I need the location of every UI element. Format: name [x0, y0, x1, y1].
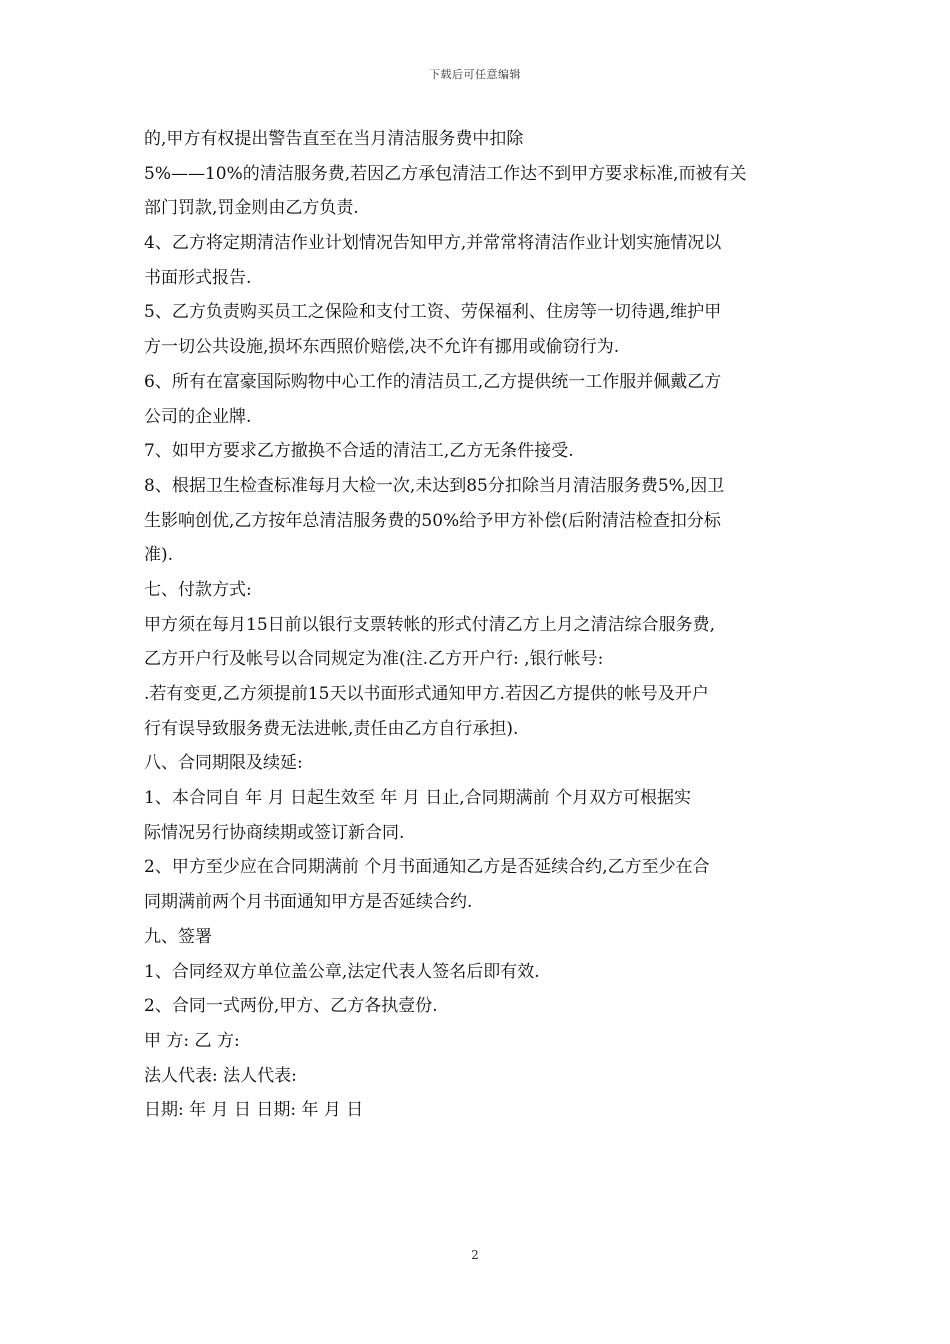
text-line: 的,甲方有权提出警告直至在当月清洁服务费中扣除 — [144, 129, 524, 149]
text-line: 5、乙方负责购买员工之保险和支付工资、劳保福利、住房等一切待遇,维护甲 — [144, 302, 722, 323]
text-line: 公司的企业牌. — [144, 406, 252, 427]
text-line: 行有误导致服务费无法进帐,责任由乙方自行承担). — [144, 718, 519, 739]
text-line: 甲方须在每月15日前以银行支票转帐的形式付清乙方上月之清洁综合服务费, — [144, 614, 716, 635]
page-number: 2 — [471, 1248, 479, 1262]
text-line: 同期满前两个月书面通知甲方是否延续合约. — [144, 892, 473, 913]
text-line: 1、本合同自 年 月 日起生效至 年 月 日止,合同期满前 个月双方可根据实 — [144, 788, 692, 809]
signature-legal-reps: 法人代表: 法人代表: — [144, 1065, 297, 1086]
text-line: 生影响创优,乙方按年总清洁服务费的50%给予甲方补偿(后附清洁检查扣分标 — [144, 510, 721, 531]
section-heading-payment: 七、付款方式: — [144, 579, 252, 600]
text-line: 8、根据卫生检查标准每月大检一次,未达到85分扣除当月清洁服务费5%,因卫 — [144, 475, 725, 496]
text-line: 5%——10%的清洁服务费,若因乙方承包清洁工作达不到甲方要求标准,而被有关 — [144, 163, 747, 184]
signature-parties: 甲 方: 乙 方: — [144, 1030, 240, 1051]
text-line: 7、如甲方要求乙方撤换不合适的清洁工,乙方无条件接受. — [144, 441, 574, 462]
text-line: 乙方开户行及帐号以合同规定为准(注.乙方开户行: ,银行帐号: — [144, 649, 604, 670]
text-line: 书面形式报告. — [144, 267, 252, 288]
signature-dates: 日期: 年 月 日 日期: 年 月 日 — [144, 1100, 364, 1121]
document-body — [144, 122, 814, 1128]
section-heading-signing: 九、签署 — [144, 926, 212, 947]
section-heading-term: 八、合同期限及续延: — [144, 753, 303, 774]
text-line: 2、合同一式两份,甲方、乙方各执壹份. — [144, 996, 438, 1017]
text-line: 4、乙方将定期清洁作业计划情况告知甲方,并常常将清洁作业计划实施情况以 — [144, 233, 722, 254]
text-line: 部门罚款,罚金则由乙方负责. — [144, 198, 359, 219]
text-line: 1、合同经双方单位盖公章,法定代表人签名后即有效. — [144, 961, 540, 982]
text-line: 准). — [144, 545, 174, 566]
text-line: .若有变更,乙方须提前15天以书面形式通知甲方.若因乙方提供的帐号及开户 — [144, 684, 709, 704]
text-line: 际情况另行协商续期或签订新合同. — [144, 822, 405, 843]
text-line: 方一切公共设施,损坏东西照价赔偿,决不允许有挪用或偷窃行为. — [144, 337, 620, 358]
page-header: 下载后可任意编辑 — [429, 68, 521, 81]
text-line: 6、所有在富豪国际购物中心工作的清洁员工,乙方提供统一工作服并佩戴乙方 — [144, 371, 722, 392]
text-line: 2、甲方至少应在合同期满前 个月书面通知乙方是否延续合约,乙方至少在合 — [144, 857, 710, 878]
